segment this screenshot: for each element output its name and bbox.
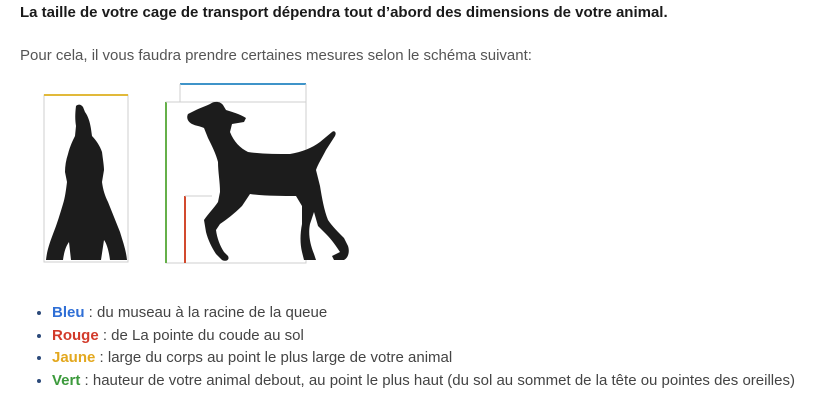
dog-side-silhouette-icon [187, 102, 349, 261]
intro-paragraph: Pour cela, il vous faudra prendre certaines mesures selon le schéma suivant: [20, 47, 532, 64]
term-rouge: Rouge [52, 326, 99, 344]
list-item-vert [52, 370, 795, 393]
side-view [166, 84, 349, 263]
list-item-bleu [52, 302, 795, 325]
front-view [44, 95, 128, 262]
list-item-jaune [52, 347, 795, 370]
measurement-diagram [20, 74, 370, 274]
term-vert: Vert [52, 371, 81, 389]
term-jaune: Jaune [52, 349, 96, 366]
dog-front-silhouette-icon [46, 105, 127, 260]
list-item-rouge [52, 325, 795, 348]
intro-heading: La taille de votre cage de transport dépendra tout d’abord des dimensions de votre animal. [20, 4, 668, 21]
desc-jaune: : large du corps au point le plus large de votre animal [95, 349, 453, 366]
measurement-list [34, 302, 795, 392]
desc-bleu: : du museau à la racine de la queue [84, 304, 328, 321]
desc-vert: : hauteur de votre animal debout, au point le plus haut (du sol au sommet de la tête ou pointes des oreilles) [80, 371, 795, 389]
term-bleu: Bleu [52, 304, 85, 321]
desc-rouge: : de La pointe du coude au sol [98, 326, 304, 344]
